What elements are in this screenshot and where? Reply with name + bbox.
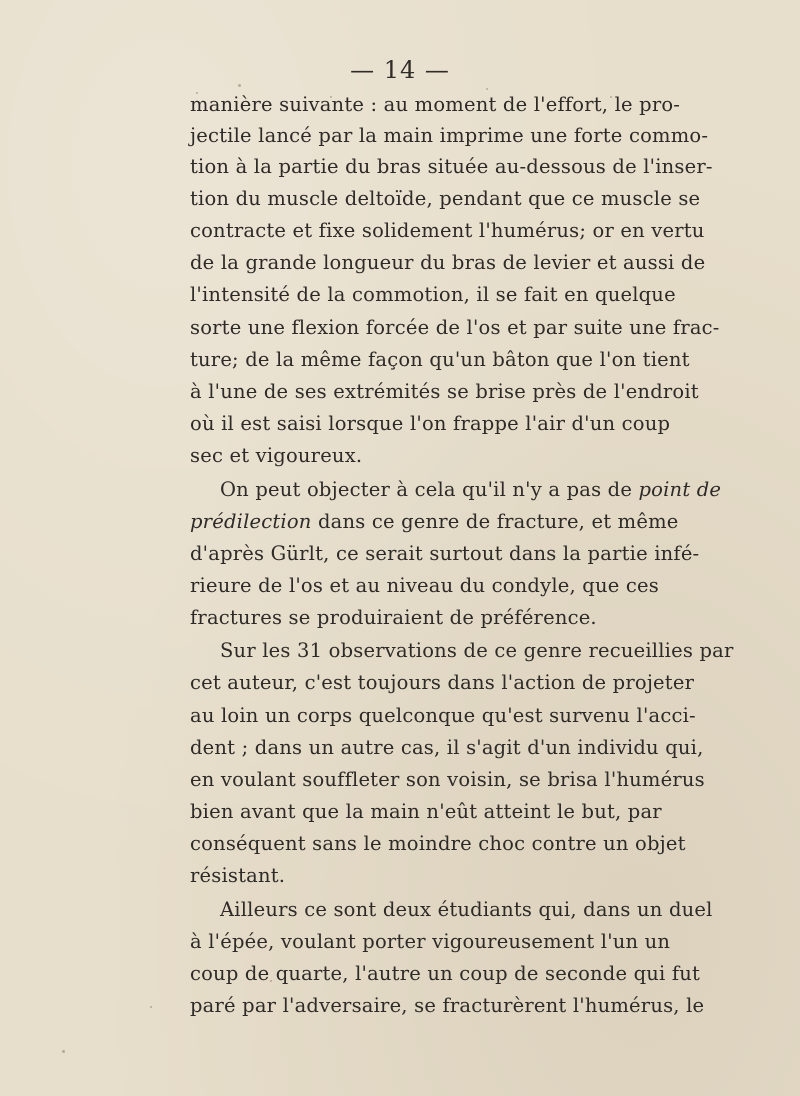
line-text: de la grande longueur du bras de levier et aussi de <box>190 251 706 274</box>
line-text: à l'une de ses extrémités se brise près de l'endroit <box>190 380 699 403</box>
line-text: tion du muscle deltoïde, pendant que ce muscle se <box>190 187 701 210</box>
line-text: contracte et fixe solidement l'humérus; or en vertu <box>190 219 705 242</box>
text-line <box>190 797 662 827</box>
text-line <box>190 733 704 763</box>
text-line <box>190 216 705 246</box>
line-text: où il est saisi lorsque l'on frappe l'air d'un coup <box>190 412 671 435</box>
text-line <box>190 121 709 151</box>
paper-speck <box>486 88 488 90</box>
line-text: tion à la partie du bras située au-dessous de l'inser- <box>190 155 713 178</box>
text-line <box>190 313 720 343</box>
line-text: l'intensité de la commotion, il se fait en quelque <box>190 283 676 306</box>
paper-speck <box>610 96 612 98</box>
page-number: — 14 — <box>350 56 450 84</box>
text-line <box>190 475 722 505</box>
paper-speck <box>196 92 198 94</box>
paper-speck <box>330 96 332 98</box>
text-line <box>190 991 705 1021</box>
text-line <box>190 571 659 601</box>
text-line <box>190 636 734 666</box>
line-text: coup de quarte, l'autre un coup de seconde qui fut <box>190 962 701 985</box>
line-text: Sur les 31 observations de ce genre recueillies par <box>220 639 734 662</box>
paper-speck <box>238 84 241 87</box>
line-text: cet auteur, c'est toujours dans l'action de projeter <box>190 671 695 694</box>
text-line <box>190 927 671 957</box>
text-line <box>190 668 695 698</box>
text-line <box>190 280 676 310</box>
line-text: sorte une flexion forcée de l'os et par suite une frac- <box>190 316 720 339</box>
text-line <box>190 184 701 214</box>
line-text: manière suivante : au moment de l'effort, le pro- <box>190 93 681 116</box>
line-text: conséquent sans le moindre choc contre un objet <box>190 832 686 855</box>
paper-speck <box>270 980 272 982</box>
text-line <box>190 507 679 537</box>
text-line <box>190 765 705 795</box>
line-text: On peut objecter à cela qu'il n'y a pas de <box>220 478 639 501</box>
text-line <box>190 959 701 989</box>
line-text: dans ce genre de fracture, et même <box>311 510 679 533</box>
line-text: à l'épée, voulant porter vigoureusement l'un un <box>190 930 671 953</box>
text-line <box>190 701 696 731</box>
italic-text: prédilection <box>190 510 312 533</box>
line-text: rieure de l'os et au niveau du condyle, que ces <box>190 574 659 597</box>
text-line <box>190 409 671 439</box>
line-text: d'après Gürlt, ce serait surtout dans la partie infé- <box>190 542 700 565</box>
text-line <box>190 377 699 407</box>
italic-text: point de <box>638 478 722 501</box>
text-line <box>190 829 686 859</box>
paper-speck <box>150 1006 152 1008</box>
line-text: sec et vigoureux. <box>190 444 363 467</box>
text-line <box>190 90 681 120</box>
line-text: paré par l'adversaire, se fracturèrent l'humérus, le <box>190 994 705 1017</box>
paper-speck <box>62 1050 65 1053</box>
text-line <box>190 861 650 891</box>
line-text: dent ; dans un autre cas, il s'agit d'un individu qui, <box>190 736 704 759</box>
line-text: en voulant souffleter son voisin, se brisa l'humérus <box>190 768 705 791</box>
line-text: résistant. <box>190 864 286 887</box>
text-line <box>190 603 650 633</box>
text-line <box>190 895 713 925</box>
line-text: bien avant que la main n'eût atteint le but, par <box>190 800 662 823</box>
text-line <box>190 248 706 278</box>
text-line <box>190 441 650 471</box>
line-text: ture; de la même façon qu'un bâton que l'on tient <box>190 348 690 371</box>
line-text: au loin un corps quelconque qu'est survenu l'acci- <box>190 704 696 727</box>
line-text: fractures se produiraient de préférence. <box>190 606 597 629</box>
text-line <box>190 152 713 182</box>
line-text: jectile lancé par la main imprime une forte commo- <box>190 124 709 147</box>
text-line <box>190 345 690 375</box>
line-text: Ailleurs ce sont deux étudiants qui, dans un duel <box>220 898 713 921</box>
text-line <box>190 539 700 569</box>
